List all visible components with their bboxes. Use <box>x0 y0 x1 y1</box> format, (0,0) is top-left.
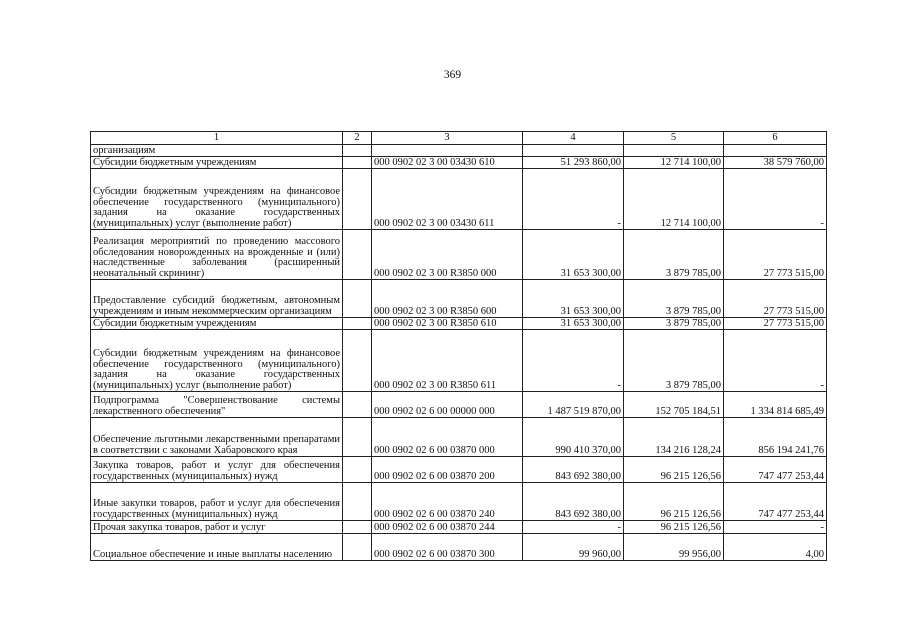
row-name: Субсидии бюджетным учреждениям на финансовое обеспечение государственного (муниципального) задания на оказание государственных (муниципальных) услуг (выполнение работ) <box>91 330 343 392</box>
table-header-row <box>91 132 827 145</box>
row-code <box>372 145 523 157</box>
table-row <box>91 418 827 457</box>
column-header: 3 <box>372 132 523 145</box>
row-col4: - <box>523 521 624 534</box>
row-name: Субсидии бюджетным учреждениям <box>91 157 343 169</box>
row-name: Подпрограмма "Совершенствование системы лекарственного обеспечения" <box>91 392 343 418</box>
row-col4: - <box>523 169 624 230</box>
row-col6: 747 477 253,44 <box>724 483 827 521</box>
row-name: Иные закупки товаров, работ и услуг для обеспечения государственных (муниципальных) нужд <box>91 483 343 521</box>
budget-table <box>90 131 827 561</box>
table-row <box>91 534 827 561</box>
row-name: Предоставление субсидий бюджетным, автономным учреждениям и иным некоммерческим организациям <box>91 280 343 318</box>
row-col6 <box>724 145 827 157</box>
row-col4: 1 487 519 870,00 <box>523 392 624 418</box>
row-code: 000 0902 02 6 00 03870 200 <box>372 457 523 483</box>
table-row <box>91 280 827 318</box>
row-col6: 1 334 814 685,49 <box>724 392 827 418</box>
row-col6: 747 477 253,44 <box>724 457 827 483</box>
row-code: 000 0902 02 3 00 R3850 000 <box>372 230 523 280</box>
row-code: 000 0902 02 6 00 00000 000 <box>372 392 523 418</box>
row-col4: 31 653 300,00 <box>523 230 624 280</box>
row-name: Реализация мероприятий по проведению массового обследования новорожденных на врожденные и (или) наследственные заболевания (расширенный неонатальный скрининг) <box>91 230 343 280</box>
row-col4: 843 692 380,00 <box>523 457 624 483</box>
row-name: организациям <box>91 145 343 157</box>
row-col5: 134 216 128,24 <box>624 418 724 457</box>
row-col5: 99 956,00 <box>624 534 724 561</box>
row-col4: 99 960,00 <box>523 534 624 561</box>
row-col4: 51 293 860,00 <box>523 157 624 169</box>
table-row <box>91 330 827 392</box>
row-code: 000 0902 02 3 00 R3850 611 <box>372 330 523 392</box>
table-row <box>91 483 827 521</box>
row-name: Социальное обеспечение и иные выплаты населению <box>91 534 343 561</box>
table-row <box>91 521 827 534</box>
row-col4: 843 692 380,00 <box>523 483 624 521</box>
row-code: 000 0902 02 6 00 03870 244 <box>372 521 523 534</box>
row-col4: - <box>523 330 624 392</box>
column-header: 1 <box>91 132 343 145</box>
table-row <box>91 145 827 157</box>
row-col5: 12 714 100,00 <box>624 157 724 169</box>
row-col6: 38 579 760,00 <box>724 157 827 169</box>
row-col5: 3 879 785,00 <box>624 280 724 318</box>
row-col5: 96 215 126,56 <box>624 483 724 521</box>
row-col6: 27 773 515,00 <box>724 318 827 330</box>
table-row <box>91 392 827 418</box>
column-header: 4 <box>523 132 624 145</box>
row-col5: 3 879 785,00 <box>624 230 724 280</box>
row-col6: 27 773 515,00 <box>724 230 827 280</box>
page-number: 369 <box>443 69 462 81</box>
row-code: 000 0902 02 3 00 03430 611 <box>372 169 523 230</box>
row-col5: 152 705 184,51 <box>624 392 724 418</box>
table-row <box>91 318 827 330</box>
column-header: 5 <box>624 132 724 145</box>
row-col4: 990 410 370,00 <box>523 418 624 457</box>
row-name: Обеспечение льготными лекарственными препаратами в соответствии с законами Хабаровского края <box>91 418 343 457</box>
row-col5: 96 215 126,56 <box>624 521 724 534</box>
row-name: Прочая закупка товаров, работ и услуг <box>91 521 343 534</box>
row-code: 000 0902 02 6 00 03870 000 <box>372 418 523 457</box>
row-name: Субсидии бюджетным учреждениям <box>91 318 343 330</box>
column-header: 2 <box>343 132 372 145</box>
row-col5: 3 879 785,00 <box>624 330 724 392</box>
table-row <box>91 169 827 230</box>
row-name: Закупка товаров, работ и услуг для обеспечения государственных (муниципальных) нужд <box>91 457 343 483</box>
row-col5 <box>624 145 724 157</box>
row-col6: - <box>724 169 827 230</box>
row-col4: 31 653 300,00 <box>523 318 624 330</box>
row-col6: 27 773 515,00 <box>724 280 827 318</box>
row-code: 000 0902 02 3 00 03430 610 <box>372 157 523 169</box>
row-col6: - <box>724 330 827 392</box>
row-col4: 31 653 300,00 <box>523 280 624 318</box>
table-row <box>91 457 827 483</box>
table-row <box>91 157 827 169</box>
row-col5: 3 879 785,00 <box>624 318 724 330</box>
row-col5: 96 215 126,56 <box>624 457 724 483</box>
column-header: 6 <box>724 132 827 145</box>
row-col6: 856 194 241,76 <box>724 418 827 457</box>
row-code: 000 0902 02 6 00 03870 240 <box>372 483 523 521</box>
row-name: Субсидии бюджетным учреждениям на финансовое обеспечение государственного (муниципального) задания на оказание государственных (муниципальных) услуг (выполнение работ) <box>91 169 343 230</box>
row-col6: 4,00 <box>724 534 827 561</box>
row-col4 <box>523 145 624 157</box>
row-col5: 12 714 100,00 <box>624 169 724 230</box>
row-col6: - <box>724 521 827 534</box>
row-code: 000 0902 02 3 00 R3850 610 <box>372 318 523 330</box>
row-code: 000 0902 02 3 00 R3850 600 <box>372 280 523 318</box>
table-row <box>91 230 827 280</box>
row-code: 000 0902 02 6 00 03870 300 <box>372 534 523 561</box>
